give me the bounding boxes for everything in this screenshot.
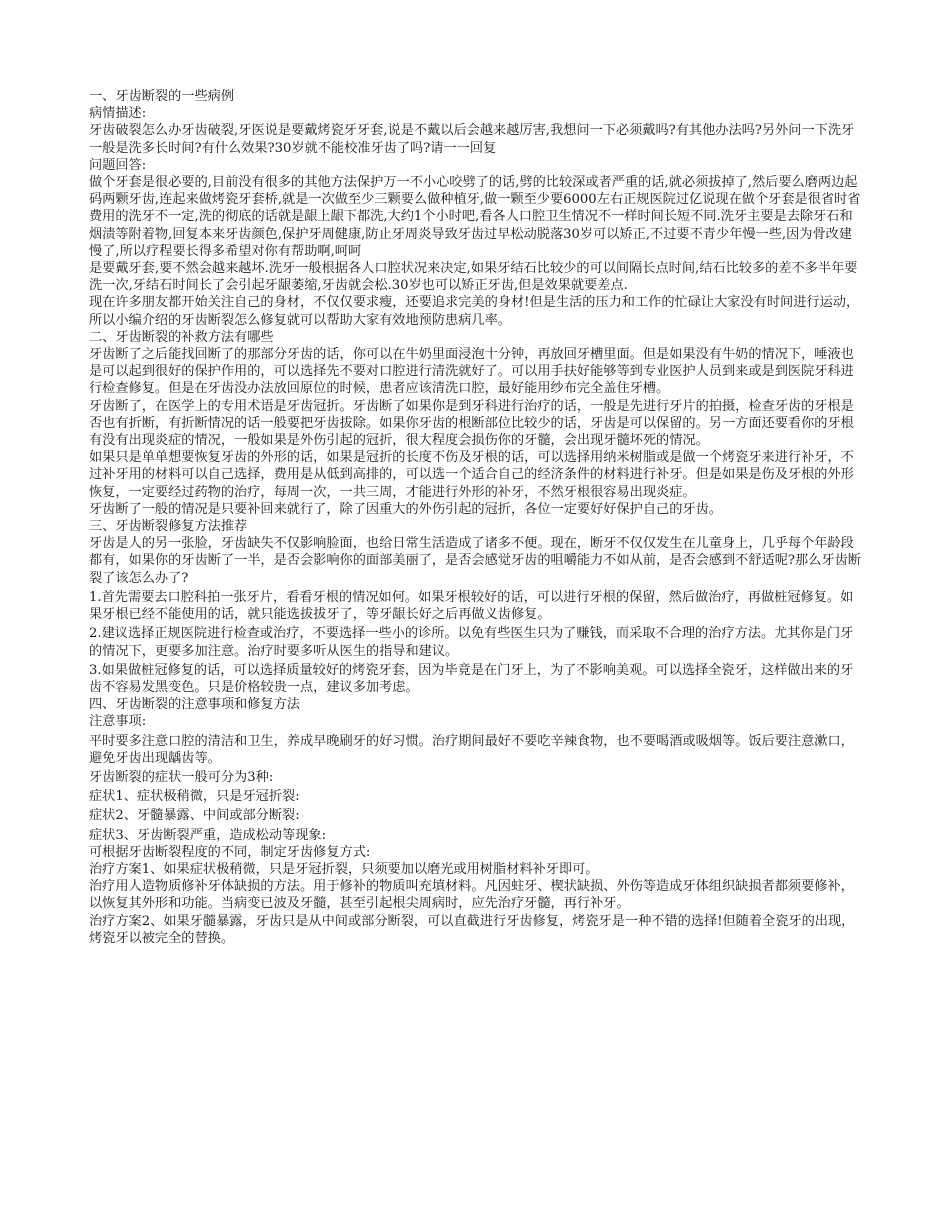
symptom-3: 症状3、牙齿断裂严重，造成松动等现象: (89, 827, 327, 843)
symptom-intro: 牙齿断裂的症状一般可分为3种: (89, 769, 274, 785)
intro-paragraph: 现在许多朋友都开始关注自己的身材，不仅仅要求瘦，还要追求完美的身材!但是生活的压力和工作的忙碌让大家没有时间进行运动，所以小编介绍的牙齿断裂怎么修复就可以帮助大家有效地预防患病几率。 (89, 295, 860, 328)
section-heading-4: 四、牙齿断裂的注意事项和修复方法 (89, 697, 300, 713)
treatment-intro: 可根据牙齿断裂程度的不同，制定牙齿修复方式: (89, 844, 371, 860)
treatment-plan-1: 治疗方案1、如果症状极稍微，只是牙冠折裂，只须要加以磨光或用树脂材料补牙即可。 (89, 861, 599, 877)
answer-paragraph-1: 做个牙套是很必要的,目前没有很多的其他方法保护万一不小心咬劈了的话,劈的比较深或者严重的话,就必须拔掉了,然后要么磨两边起码两颗牙齿,连起来做烤瓷牙套桥,就是一次做至少三颗要么做种植牙,做一颗至少要6000左右正规医院过亿说现在做个牙套是很省时省费用的洗牙不一定,洗的彻底的话就是龈上龈下都洗,大约1个小时吧,看各人口腔卫生情况不一样时间长短不同.洗牙主要是去除牙石和烟渍等附着物,回复本来牙齿颜色,保护牙周健康,防止牙周炎导致牙齿过早松动脱落30岁可以矫正,不过要不青少年慢一些,因为骨改建慢了,所以疗程要长得多希望对你有帮助啊,呵呵 (89, 175, 861, 259)
question-text: 牙齿破裂怎么办牙齿破裂,牙医说是要戴烤瓷牙牙套,说是不戴以后会越来越厉害,我想问一下必须戴吗?有其他办法吗?另外问一下洗牙一般是洗多长时间?有什么效果?30岁就不能校准牙齿了吗?请一一回复 (89, 123, 855, 156)
repair-step-3: 3.如果做桩冠修复的话，可以选择质量较好的烤瓷牙套，因为毕竟是在门牙上，为了不影响美观。可以选择全瓷牙，这样做出来的牙齿不容易发黑变色。只是价格较贵一点，建议多加考虑。 (89, 662, 854, 695)
section-heading-3: 三、牙齿断裂修复方法推荐 (89, 519, 248, 535)
treatment-plan-2: 治疗方案2、如果牙髓暴露，牙齿只是从中间或部分断裂，可以直截进行牙齿修复，烤瓷牙是一种不错的选择!但随着全瓷牙的出现，烤瓷牙以被完全的替换。 (89, 913, 855, 946)
answer-paragraph-2: 是要戴牙套,要不然会越来越坏.洗牙一般根据各人口腔状况来决定,如果牙结石比较少的可以间隔长点时间,结石比较多的差不多半年要洗一次,牙结石时间长了会引起牙龈萎缩,牙齿就会松.30岁也可以矫正牙齿,但是效果就要差点. (89, 261, 858, 294)
label-notes: 注意事项: (89, 714, 147, 730)
symptom-1: 症状1、症状极稍微，只是牙冠折裂: (89, 789, 300, 805)
repair-step-2: 2.建议选择正规医院进行检查或治疗，不要选择一些小的诊所。以免有些医生只为了赚钱，而采取不合理的治疗方法。尤其你是门牙的情况下，更要多加注意。治疗时要多听从医生的指导和建议。 (89, 626, 854, 659)
notes-paragraph: 平时要多注意口腔的清洁和卫生，养成早晚刷牙的好习惯。治疗期间最好不要吃辛辣食物，也不要喝酒或吸烟等。饭后要注意漱口，避免牙齿出现龋齿等。 (89, 733, 854, 766)
section-heading-2: 二、牙齿断裂的补救方法有哪些 (89, 329, 274, 345)
section-heading-1: 一、牙齿断裂的一些病例 (89, 89, 235, 104)
remedy-paragraph-4: 牙齿断了一般的情况是只要补回来就行了，除了因重大的外伤引起的冠折，各位一定要好好保护自己的牙齿。 (89, 501, 722, 517)
remedy-paragraph-3: 如果只是单单想要恢复牙齿的外形的话，如果是冠折的长度不伤及牙根的话，可以选择用纳米树脂或是做一个烤瓷牙来进行补牙，不过补牙用的材料可以自己选择，费用是从低到高排的，可以选一个适合自己的经济条件的材料进行补牙。但是如果是伤及牙根的外形恢复，一定要经过药物的治疗，每周一次，一共三周，才能进行外形的补牙，不然牙根很容易出现炎症。 (89, 450, 854, 500)
symptom-2: 症状2、牙髓暴露、中间或部分断裂: (89, 808, 300, 824)
treatment-description: 治疗用人造物质修补牙体缺损的方法。用于修补的物质叫充填材料。凡因蛀牙、楔状缺损、外伤等造成牙体组织缺损者都须要修补，以恢复其外形和功能。当病变已波及牙髓，甚至引起根尖周病时，应先治疗牙髓，再行补牙。 (89, 879, 854, 912)
repair-step-1: 1.首先需要去口腔科拍一张牙片，看看牙根的情况如何。如果牙根较好的话，可以进行牙根的保留，然后做治疗，再做桩冠修复。如果牙根已经不能使用的话，就只能选拔拔牙了，等牙龈长好之后再做义齿修复。 (89, 589, 854, 623)
remedy-paragraph-1: 牙齿断了之后能找回断了的那部分牙齿的话，你可以在牛奶里面浸泡十分钟，再放回牙槽里面。但是如果没有牛奶的情况下，唾液也是可以起到很好的保护作用的，可以选择先不要对口腔进行清洗就好了。可以用手扶好能够等到专业医护人员到来或是到医院牙科进行检查修复。但是在牙齿没办法放回原位的时候，患者应该清洗口腔，最好能用纱布完全盖住牙槽。 (89, 347, 854, 397)
label-answer: 问题回答: (89, 157, 147, 173)
remedy-paragraph-2: 牙齿断了，在医学上的专用术语是牙齿冠折。牙齿断了如果你是到牙科进行治疗的话，一般是先进行牙片的拍摄，检查牙齿的牙根是否也有折断，有折断情况的话一般要把牙齿拔除。如果你牙齿的根断部位比较少的话，牙齿是可以保留的。另一方面还要看你的牙根有没有出现炎症的情况，一般如果是外伤引起的冠折，很大程度会损伤你的牙髓，会出现牙髓坏死的情况。 (89, 398, 854, 449)
repair-intro-paragraph: 牙齿是人的另一张脸，牙齿缺失不仅影响脸面，也给日常生活造成了诸多不便。现在，断牙不仅仅发生在儿童身上，几乎每个年龄段都有，如果你的牙齿断了一半，是否会影响你的面部美丽了，是否会感觉牙齿的咀嚼能力不如从前，是否会感到不舒适呢?那么牙齿断裂了该怎么办了? (89, 536, 861, 586)
label-condition: 病情描述: (89, 106, 147, 122)
